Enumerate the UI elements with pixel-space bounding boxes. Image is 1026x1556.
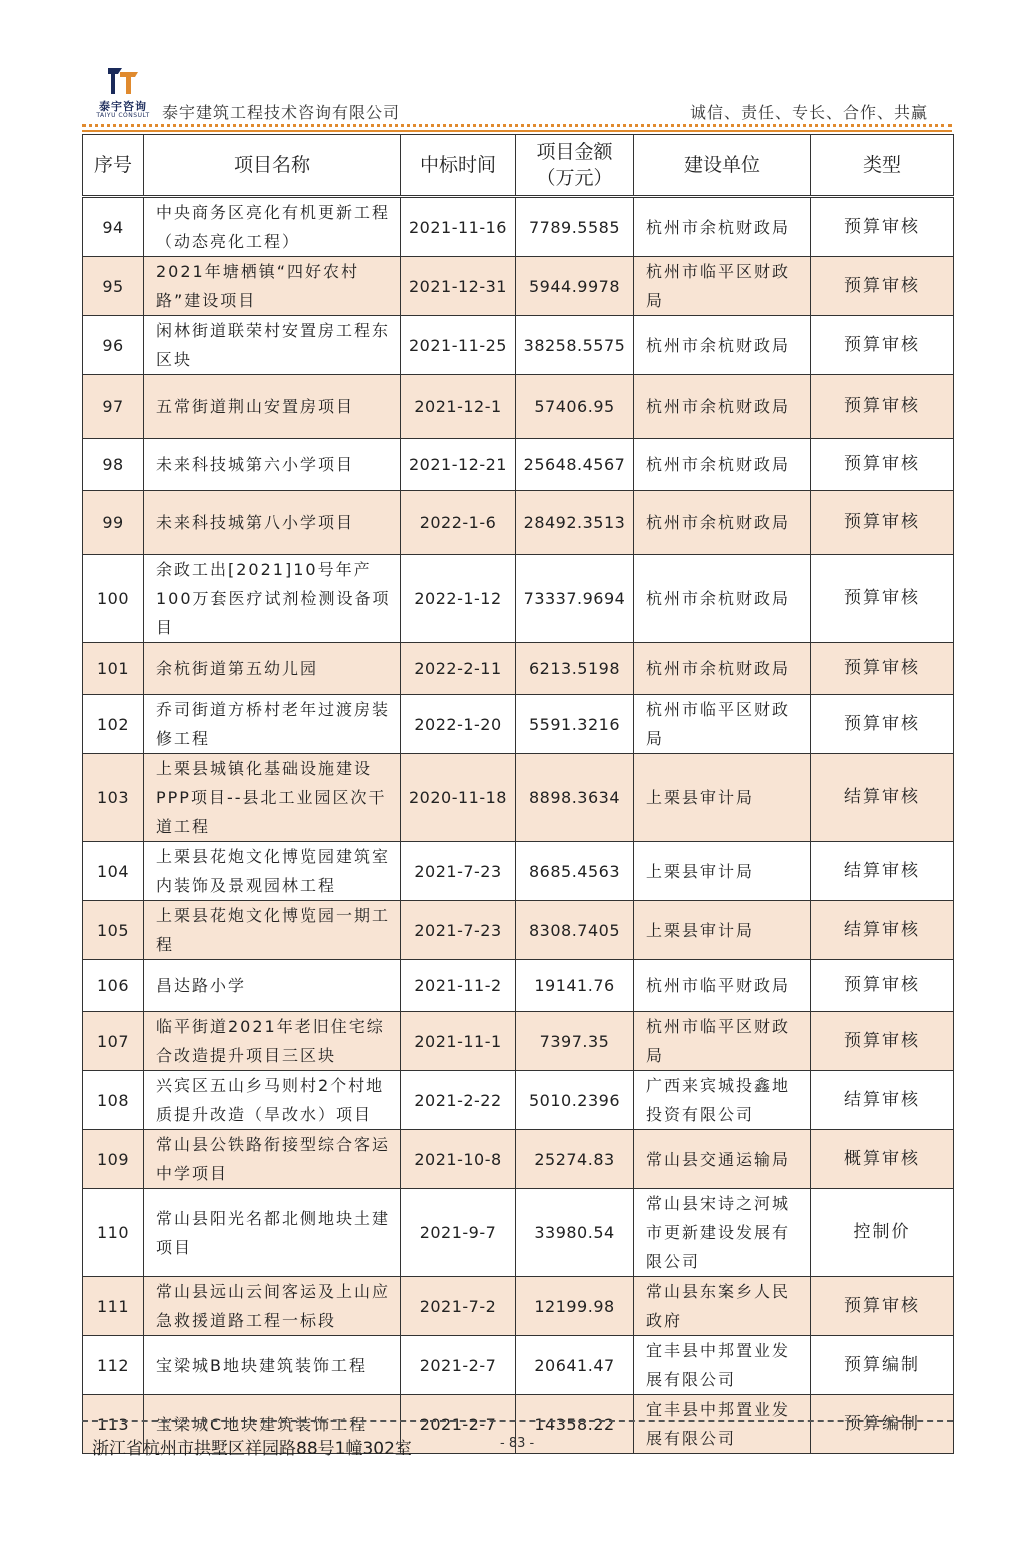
cell-unit: 杭州市临平区财政局	[634, 1012, 811, 1071]
cell-amount: 12199.98	[516, 1277, 634, 1336]
header-solid-rule	[82, 130, 952, 132]
header-amount	[516, 135, 634, 197]
cell-type: 预算审核	[811, 1277, 954, 1336]
cell-unit: 杭州市临平区财政局	[634, 257, 811, 316]
cell-date: 2022-1-20	[401, 695, 516, 754]
cell-type: 预算审核	[811, 555, 954, 643]
cell-no: 104	[83, 842, 144, 901]
cell-amount: 73337.9694	[516, 555, 634, 643]
cell-amount: 8308.7405	[516, 901, 634, 960]
table-row	[83, 257, 954, 316]
cell-amount: 5591.3216	[516, 695, 634, 754]
cell-unit: 上栗县审计局	[634, 842, 811, 901]
cell-name: 五常街道荆山安置房项目	[144, 375, 401, 439]
table-row	[83, 1071, 954, 1130]
cell-no: 113	[83, 1395, 144, 1454]
cell-type: 预算编制	[811, 1336, 954, 1395]
cell-type: 预算审核	[811, 257, 954, 316]
cell-no: 96	[83, 316, 144, 375]
cell-unit: 上栗县审计局	[634, 901, 811, 960]
cell-date: 2022-2-11	[401, 643, 516, 695]
cell-no: 105	[83, 901, 144, 960]
table-row	[83, 960, 954, 1012]
table-row	[83, 375, 954, 439]
page-number: - 83 -	[500, 1436, 535, 1451]
table-row	[83, 1130, 954, 1189]
logo-subtext: TAIYU CONSULT	[96, 112, 150, 119]
cell-name: 临平街道2021年老旧住宅综合改造提升项目三区块	[144, 1012, 401, 1071]
cell-date: 2022-1-6	[401, 491, 516, 555]
cell-name: 上栗县花炮文化博览园建筑室内装饰及景观园林工程	[144, 842, 401, 901]
cell-date: 2022-1-12	[401, 555, 516, 643]
cell-amount: 25648.4567	[516, 439, 634, 491]
header-name: 项目名称	[144, 135, 401, 197]
cell-no: 100	[83, 555, 144, 643]
table-row	[83, 901, 954, 960]
cell-no: 106	[83, 960, 144, 1012]
cell-type: 结算审核	[811, 1071, 954, 1130]
table-header-row	[83, 135, 954, 197]
cell-amount: 38258.5575	[516, 316, 634, 375]
table-row	[83, 1012, 954, 1071]
cell-date: 2021-9-7	[401, 1189, 516, 1277]
cell-name: 2021年塘栖镇“四好农村路”建设项目	[144, 257, 401, 316]
cell-type: 结算审核	[811, 901, 954, 960]
company-address: 浙江省杭州市拱墅区祥园路88号1幢302室	[92, 1439, 412, 1459]
cell-name: 中央商务区亮化有机更新工程（动态亮化工程）	[144, 197, 401, 257]
cell-name: 闲林街道联荣村安置房工程东区块	[144, 316, 401, 375]
cell-type: 控制价	[811, 1189, 954, 1277]
table-row	[83, 439, 954, 491]
cell-type: 预算审核	[811, 643, 954, 695]
page-header	[82, 58, 952, 138]
table-row	[83, 316, 954, 375]
cell-name: 上栗县城镇化基础设施建设PPP项目--县北工业园区次干道工程	[144, 754, 401, 842]
cell-unit: 杭州市余杭财政局	[634, 439, 811, 491]
cell-name: 余政工出[2021]10号年产100万套医疗试剂检测设备项目	[144, 555, 401, 643]
logo-mark-icon	[106, 66, 140, 96]
cell-date: 2021-11-1	[401, 1012, 516, 1071]
cell-unit: 常山县交通运输局	[634, 1130, 811, 1189]
cell-name: 宝梁城B地块建筑装饰工程	[144, 1336, 401, 1395]
header-amount-line1: 项目金额	[536, 141, 613, 163]
table-row	[83, 842, 954, 901]
cell-date: 2021-11-16	[401, 197, 516, 257]
cell-no: 99	[83, 491, 144, 555]
cell-date: 2021-7-2	[401, 1277, 516, 1336]
project-table	[82, 134, 954, 1454]
cell-unit: 常山县东案乡人民政府	[634, 1277, 811, 1336]
cell-amount: 7397.35	[516, 1012, 634, 1071]
cell-no: 110	[83, 1189, 144, 1277]
logo-text: 泰宇咨询	[99, 100, 147, 113]
cell-no: 112	[83, 1336, 144, 1395]
cell-no: 95	[83, 257, 144, 316]
cell-date: 2021-12-1	[401, 375, 516, 439]
cell-amount: 5010.2396	[516, 1071, 634, 1130]
cell-name: 未来科技城第八小学项目	[144, 491, 401, 555]
cell-no: 97	[83, 375, 144, 439]
cell-date: 2021-11-2	[401, 960, 516, 1012]
company-logo	[92, 62, 154, 124]
cell-unit: 宜丰县中邦置业发展有限公司	[634, 1336, 811, 1395]
cell-name: 未来科技城第六小学项目	[144, 439, 401, 491]
cell-no: 101	[83, 643, 144, 695]
cell-no: 94	[83, 197, 144, 257]
header-date: 中标时间	[401, 135, 516, 197]
cell-amount: 8685.4563	[516, 842, 634, 901]
cell-amount: 19141.76	[516, 960, 634, 1012]
cell-date: 2021-2-7	[401, 1395, 516, 1454]
table-row	[83, 1189, 954, 1277]
cell-type: 预算审核	[811, 197, 954, 257]
cell-unit: 常山县宋诗之河城市更新建设发展有限公司	[634, 1189, 811, 1277]
header-no: 序号	[83, 135, 144, 197]
company-slogan: 诚信、责任、专长、合作、共赢	[689, 103, 928, 122]
cell-name: 余杭街道第五幼儿园	[144, 643, 401, 695]
cell-type: 结算审核	[811, 842, 954, 901]
cell-amount: 14358.22	[516, 1395, 634, 1454]
table-row	[83, 555, 954, 643]
cell-no: 98	[83, 439, 144, 491]
cell-unit: 杭州市余杭财政局	[634, 643, 811, 695]
cell-amount: 57406.95	[516, 375, 634, 439]
cell-unit: 杭州市余杭财政局	[634, 491, 811, 555]
cell-type: 预算编制	[811, 1395, 954, 1454]
cell-type: 预算审核	[811, 439, 954, 491]
cell-amount: 8898.3634	[516, 754, 634, 842]
cell-name: 宝梁城C地块建筑装饰工程	[144, 1395, 401, 1454]
header-unit: 建设单位	[634, 135, 811, 197]
cell-unit: 杭州市余杭财政局	[634, 316, 811, 375]
cell-name: 常山县公铁路衔接型综合客运中学项目	[144, 1130, 401, 1189]
header-type: 类型	[811, 135, 954, 197]
table-row	[83, 491, 954, 555]
cell-name: 常山县阳光名都北侧地块土建项目	[144, 1189, 401, 1277]
table-row	[83, 643, 954, 695]
table-row	[83, 1277, 954, 1336]
cell-unit: 杭州市余杭财政局	[634, 375, 811, 439]
footer-dashed-rule	[82, 1420, 953, 1422]
cell-type: 预算审核	[811, 316, 954, 375]
cell-amount: 20641.47	[516, 1336, 634, 1395]
cell-no: 102	[83, 695, 144, 754]
table-row	[83, 754, 954, 842]
cell-name: 兴宾区五山乡马则村2个村地质提升改造（旱改水）项目	[144, 1071, 401, 1130]
cell-amount: 7789.5585	[516, 197, 634, 257]
cell-no: 111	[83, 1277, 144, 1336]
cell-no: 107	[83, 1012, 144, 1071]
cell-name: 乔司街道方桥村老年过渡房装修工程	[144, 695, 401, 754]
cell-unit: 宜丰县中邦置业发展有限公司	[634, 1395, 811, 1454]
company-name: 泰宇建筑工程技术咨询有限公司	[162, 103, 401, 122]
cell-unit: 上栗县审计局	[634, 754, 811, 842]
cell-date: 2021-2-7	[401, 1336, 516, 1395]
cell-date: 2021-12-31	[401, 257, 516, 316]
cell-type: 预算审核	[811, 1012, 954, 1071]
header-amount-line2: （万元）	[536, 167, 613, 189]
cell-type: 结算审核	[811, 754, 954, 842]
cell-amount: 33980.54	[516, 1189, 634, 1277]
header-dotted-rule	[82, 124, 952, 127]
cell-amount: 6213.5198	[516, 643, 634, 695]
cell-date: 2021-2-22	[401, 1071, 516, 1130]
cell-date: 2020-11-18	[401, 754, 516, 842]
cell-type: 预算审核	[811, 491, 954, 555]
table-row	[83, 695, 954, 754]
cell-no: 108	[83, 1071, 144, 1130]
cell-no: 103	[83, 754, 144, 842]
cell-unit: 杭州市临平财政局	[634, 960, 811, 1012]
cell-unit: 杭州市余杭财政局	[634, 555, 811, 643]
table-row	[83, 1336, 954, 1395]
cell-unit: 杭州市余杭财政局	[634, 197, 811, 257]
cell-date: 2021-11-25	[401, 316, 516, 375]
cell-amount: 25274.83	[516, 1130, 634, 1189]
cell-amount: 5944.9978	[516, 257, 634, 316]
cell-no: 109	[83, 1130, 144, 1189]
cell-unit: 广西来宾城投鑫地投资有限公司	[634, 1071, 811, 1130]
cell-type: 概算审核	[811, 1130, 954, 1189]
cell-date: 2021-7-23	[401, 842, 516, 901]
cell-type: 预算审核	[811, 960, 954, 1012]
cell-type: 预算审核	[811, 695, 954, 754]
cell-name: 常山县远山云间客运及上山应急救援道路工程一标段	[144, 1277, 401, 1336]
table-row	[83, 197, 954, 257]
cell-date: 2021-10-8	[401, 1130, 516, 1189]
cell-date: 2021-12-21	[401, 439, 516, 491]
cell-name: 上栗县花炮文化博览园一期工程	[144, 901, 401, 960]
cell-type: 预算审核	[811, 375, 954, 439]
cell-unit: 杭州市临平区财政局	[634, 695, 811, 754]
cell-amount: 28492.3513	[516, 491, 634, 555]
cell-date: 2021-7-23	[401, 901, 516, 960]
cell-name: 昌达路小学	[144, 960, 401, 1012]
